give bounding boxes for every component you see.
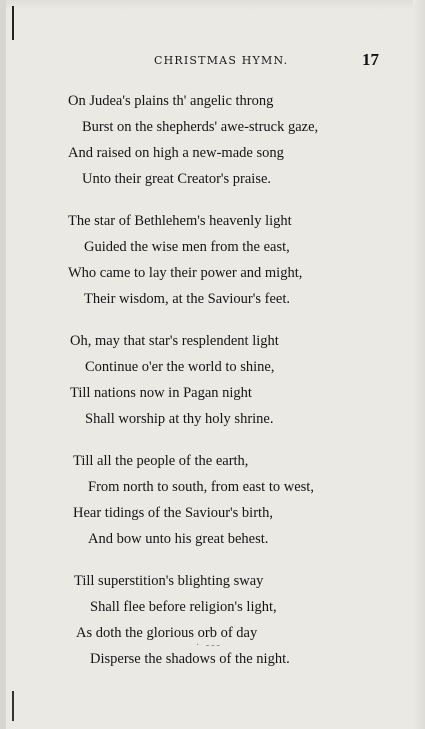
poem-line: Till nations now in Pagan night [70, 385, 252, 401]
poem-line: And raised on high a new-made song [68, 145, 284, 161]
poem-line: Shall flee before religion's light, [90, 599, 277, 615]
page-edge-mark-bottom [12, 691, 14, 721]
poem-line: Disperse the shadows of the night. [90, 651, 290, 667]
poem-line: Guided the wise men from the east, [84, 239, 290, 255]
poem [6, 88, 425, 688]
poem-line: Unto their great Creator's praise. [82, 171, 272, 187]
poem-line: Who came to lay their power and might, [68, 265, 303, 281]
poem-line: On Judea's plains th' angelic throng [68, 93, 274, 109]
stanza [6, 328, 425, 432]
poem-line: Their wisdom, at the Saviour's feet. [84, 291, 290, 307]
poem-line: Continue o'er the world to shine, [85, 359, 275, 375]
poem-line: And bow unto his great behest. [88, 531, 269, 547]
running-title: CHRISTMAS HYMN. [154, 54, 289, 67]
page-number: 17 [362, 50, 379, 69]
poem-line: Burst on the shepherds' awe-struck gaze, [82, 119, 319, 135]
ornament: · --- [196, 640, 222, 651]
poem-line: Shall worship at thy holy shrine. [85, 411, 274, 427]
page-edge-mark [12, 6, 14, 40]
running-head [6, 50, 425, 70]
stanza [6, 208, 425, 312]
poem-line: As doth the glorious orb of day [76, 625, 258, 641]
poem-line: Hear tidings of the Saviour's birth, [73, 505, 273, 521]
stanza [6, 88, 425, 192]
stanza [6, 568, 425, 672]
poem-line: Oh, may that star's resplendent light [70, 333, 279, 349]
poem-line: From north to south, from east to west, [88, 479, 314, 495]
poem-line: Till all the people of the earth, [73, 453, 249, 469]
stanza [6, 448, 425, 552]
poem-line: The star of Bethlehem's heavenly light [68, 213, 292, 229]
poem-line: Till superstition's blighting sway [74, 573, 264, 589]
